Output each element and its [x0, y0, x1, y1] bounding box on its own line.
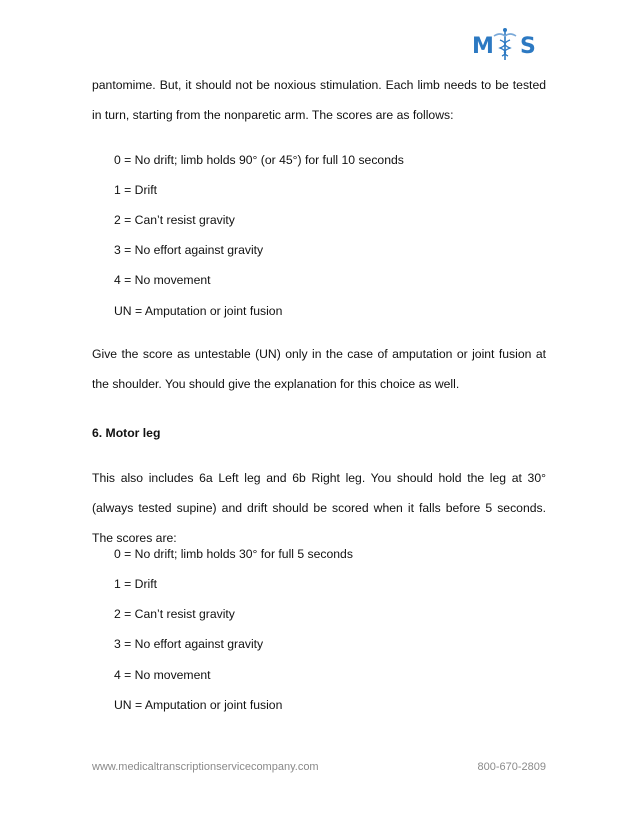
footer-website-link[interactable]: www.medicaltranscriptionservicecompany.com — [92, 761, 319, 773]
arm-score-un: UN = Amputation or joint fusion — [114, 304, 283, 318]
leg-score-3: 3 = No effort against gravity — [114, 637, 264, 651]
arm-score-2: 2 = Can’t resist gravity — [114, 213, 235, 227]
leg-score-4: 4 = No movement — [114, 668, 211, 682]
arm-score-0: 0 = No drift; limb holds 90° (or 45°) for full 10 seconds — [114, 153, 404, 167]
leg-score-un: UN = Amputation or joint fusion — [114, 698, 283, 712]
footer-phone: 800-670-2809 — [477, 761, 546, 773]
logo-letter-m: M — [472, 34, 494, 59]
mts-logo — [470, 26, 540, 62]
arm-score-4: 4 = No movement — [114, 273, 211, 287]
caduceus-icon — [494, 28, 516, 60]
leg-score-2: 2 = Can’t resist gravity — [114, 607, 235, 621]
section-heading-motor-leg: 6. Motor leg — [92, 426, 161, 440]
leg-score-0: 0 = No drift; limb holds 30° for full 5 seconds — [114, 547, 353, 561]
arm-score-1: 1 = Drift — [114, 183, 158, 197]
untestable-note: Give the score as untestable (UN) only in the case of amputation or joint fusion at the shoulder. You should give the explanation for this choice as well. — [92, 347, 546, 391]
motor-leg-paragraph: This also includes 6a Left leg and 6b Right leg. You should hold the leg at 30° (always tested supine) and drift should be scored when it falls before 5 seconds. The scores are: — [92, 471, 546, 545]
intro-paragraph: pantomime. But, it should not be noxious stimulation. Each limb needs to be tested in turn, starting from the nonparetic arm. The scores are as follows: — [92, 78, 546, 122]
leg-score-1: 1 = Drift — [114, 577, 158, 591]
logo-letter-s: S — [520, 34, 536, 59]
arm-score-3: 3 = No effort against gravity — [114, 243, 264, 257]
